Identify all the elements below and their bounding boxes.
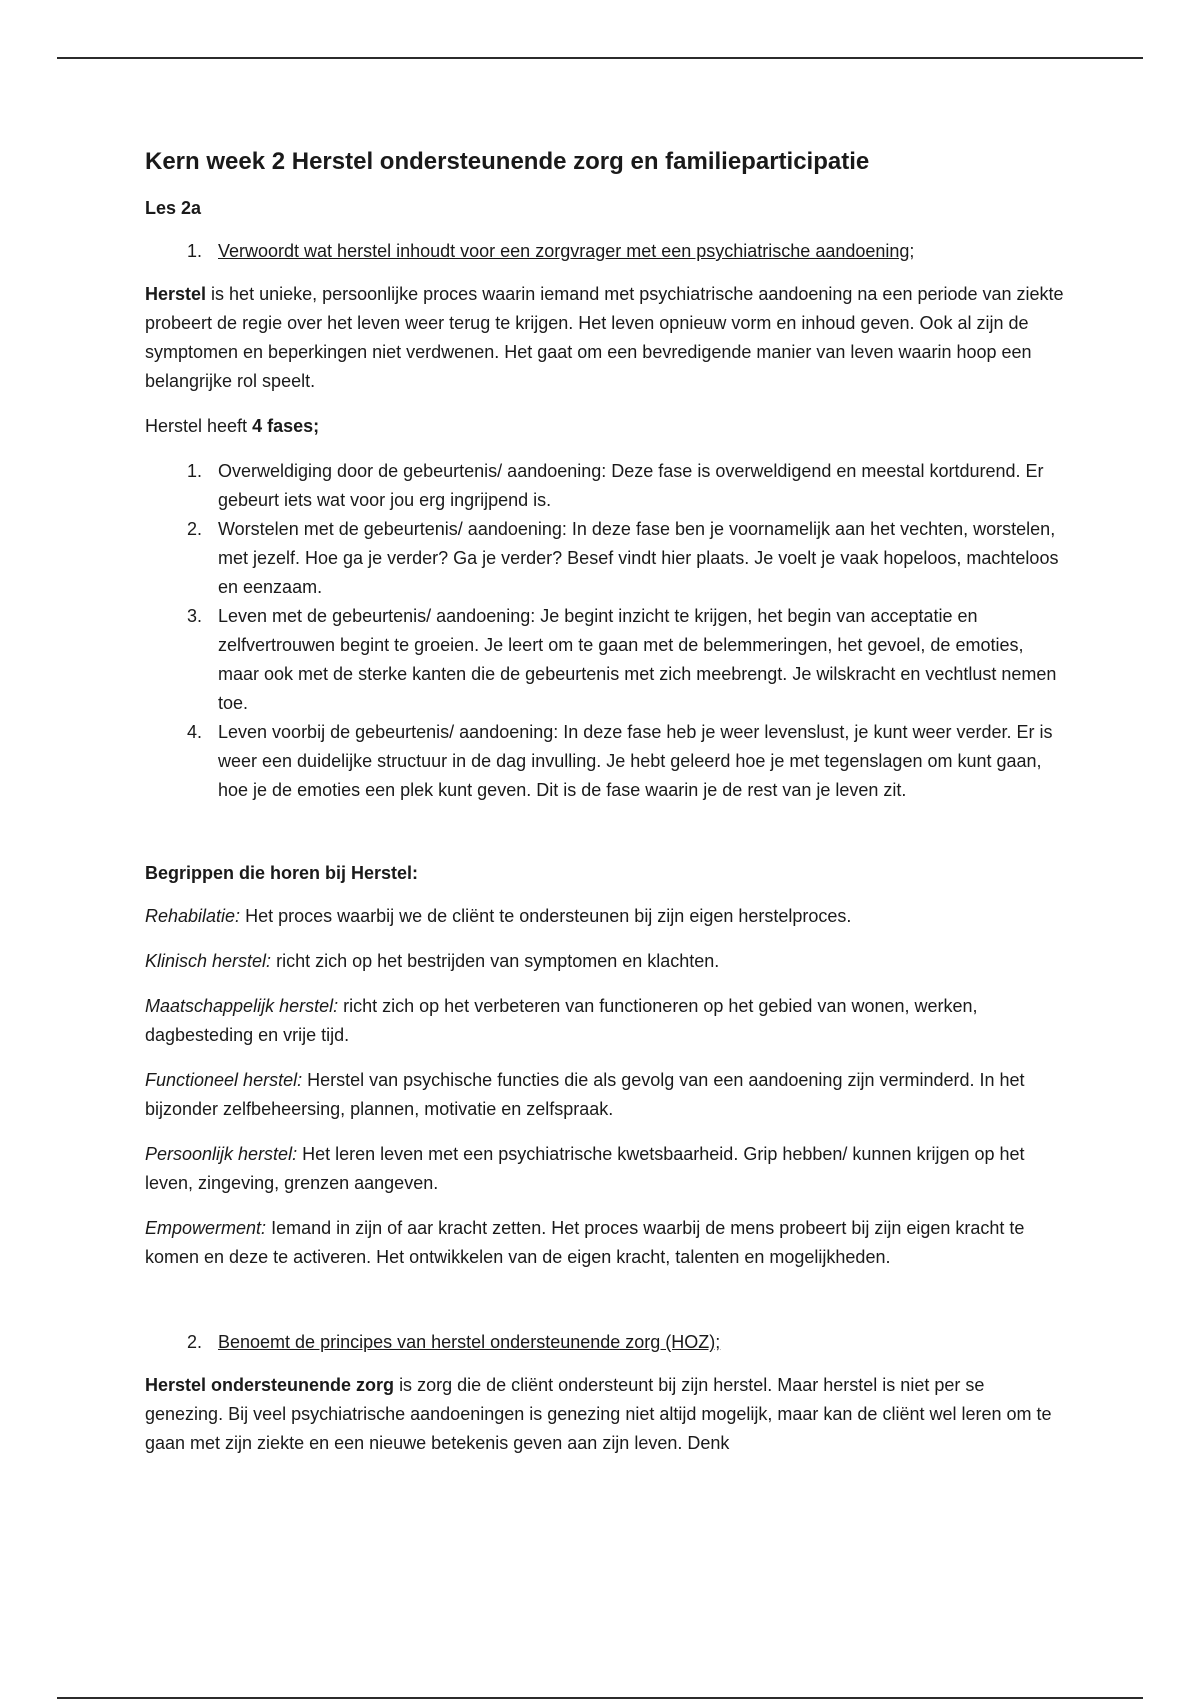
- concept-item: [145, 1140, 1065, 1198]
- concept-item: [145, 1066, 1065, 1124]
- concept-text: Het proces waarbij we de cliënt te ondersteunen bij zijn eigen herstelproces.: [245, 906, 852, 926]
- hoz-term: Herstel ondersteunende zorg: [145, 1375, 395, 1395]
- concept-text: richt zich op het verbeteren van functioneren op het gebied van wonen, werken, dagbesteding en vrije tijd.: [145, 996, 978, 1045]
- concept-term: Rehabilatie:: [145, 906, 241, 926]
- phase-text: Leven voorbij de gebeurtenis/ aandoening: In deze fase heb je weer levenslust, je kunt weer verder. Er is weer een duidelijke structuur in de dag invulling. Je hebt geleerd hoe je met tegenslagen om kunt gaan, hoe je de emoties een plek kunt geven. Dit is de fase waarin je de rest van je leven zit.: [218, 722, 1053, 800]
- phase-text: Leven met de gebeurtenis/ aandoening: Je begint inzicht te krijgen, het begin van acceptatie en zelfvertrouwen begint te groeien. Je leert om te gaan met de belemmeringen, het gevoel, de emoties, maar ook met de sterke kanten die de gebeurtenis met zich meebrengt. Je wilskracht en vechtlust nemen toe.: [218, 606, 1057, 713]
- header-rule: [57, 57, 1143, 59]
- phases-intro-prefix: Herstel heeft: [145, 416, 248, 436]
- phases-intro-bold: 4 fases;: [252, 416, 320, 436]
- herstel-term: Herstel: [145, 284, 207, 304]
- footer-rule: [57, 1697, 1143, 1699]
- herstel-definition: [145, 280, 1065, 396]
- section-spacer: [145, 1288, 1065, 1328]
- phases-list: [145, 457, 1065, 805]
- goal-number: 1.: [186, 241, 202, 261]
- list-item: [145, 457, 1065, 515]
- document-page: [145, 140, 1065, 1474]
- concept-text: Iemand in zijn of aar kracht zetten. Het proces waarbij de mens probeert bij zijn eigen kracht te komen en deze te activeren. Het ontwikkelen van de eigen kracht, talenten en mogelijkheden.: [145, 1218, 1025, 1267]
- phase-number: 2.: [186, 519, 202, 539]
- concept-item: [145, 1214, 1065, 1272]
- concept-term: Empowerment:: [145, 1218, 267, 1238]
- list-item: [145, 515, 1065, 602]
- concept-term: Maatschappelijk herstel:: [145, 996, 339, 1016]
- page-title: Kern week 2 Herstel ondersteunende zorg en familieparticipatie: [145, 148, 870, 175]
- concept-item: [145, 902, 1065, 931]
- concept-term: Functioneel herstel:: [145, 1070, 303, 1090]
- concept-term: Persoonlijk herstel:: [145, 1144, 298, 1164]
- lesson-label: Les 2a: [145, 198, 202, 218]
- concept-text: Herstel van psychische functies die als gevolg van een aandoening zijn verminderd. In het bijzonder zelfbeheersing, plannen, motivatie en zelfspraak.: [145, 1070, 1025, 1119]
- hoz-text: is zorg die de cliënt ondersteunt bij zijn herstel. Maar herstel is niet per se genezing. Bij veel psychiatrische aandoeningen is genezing niet altijd mogelijk, maar kan de cliënt wel leren om te gaan met zijn ziekte en een nieuwe betekenis geven aan zijn leven. Denk: [145, 1375, 1052, 1453]
- concepts-heading: Begrippen die horen bij Herstel:: [145, 863, 419, 883]
- hoz-definition: [145, 1371, 1065, 1458]
- phases-intro: [145, 412, 1065, 441]
- learning-goal-2: [145, 1328, 1065, 1357]
- concept-item: [145, 992, 1065, 1050]
- phase-number: 3.: [186, 606, 202, 626]
- list-item: [145, 602, 1065, 718]
- phase-number: 4.: [186, 722, 202, 742]
- learning-goal-1: [145, 237, 1065, 266]
- phase-number: 1.: [186, 461, 202, 481]
- phase-text: Worstelen met de gebeurtenis/ aandoening: In deze fase ben je voornamelijk aan het vechten, worstelen, met jezelf. Hoe ga je verder? Ga je verder? Besef vindt hier plaats. Je voelt je vaak hopeloos, machteloos en eenzaam.: [218, 519, 1059, 597]
- concept-item: [145, 947, 1065, 976]
- concept-text: richt zich op het bestrijden van symptomen en klachten.: [276, 951, 720, 971]
- phase-text: Overweldiging door de gebeurtenis/ aandoening: Deze fase is overweldigend en meestal kortdurend. Er gebeurt iets wat voor jou erg ingrijpend is.: [218, 461, 1044, 510]
- goal-text: Benoemt de principes van herstel ondersteunende zorg (HOZ);: [218, 1332, 721, 1352]
- goal-text: Verwoordt wat herstel inhoudt voor een zorgvrager met een psychiatrische aandoening;: [218, 241, 915, 261]
- concept-term: Klinisch herstel:: [145, 951, 272, 971]
- herstel-text: is het unieke, persoonlijke proces waarin iemand met psychiatrische aandoening na een periode van ziekte probeert de regie over het leven weer terug te krijgen. Het leven opnieuw vorm en inhoud geven. Ook al zijn de symptomen en beperkingen niet verdwenen. Het gaat om een bevredigende manier van leven waarin hoop een belangrijke rol speelt.: [145, 284, 1064, 391]
- goal-number: 2.: [186, 1332, 202, 1352]
- concept-text: Het leren leven met een psychiatrische kwetsbaarheid. Grip hebben/ kunnen krijgen op het leven, zingeving, grenzen aangeven.: [145, 1144, 1025, 1193]
- list-item: [145, 718, 1065, 805]
